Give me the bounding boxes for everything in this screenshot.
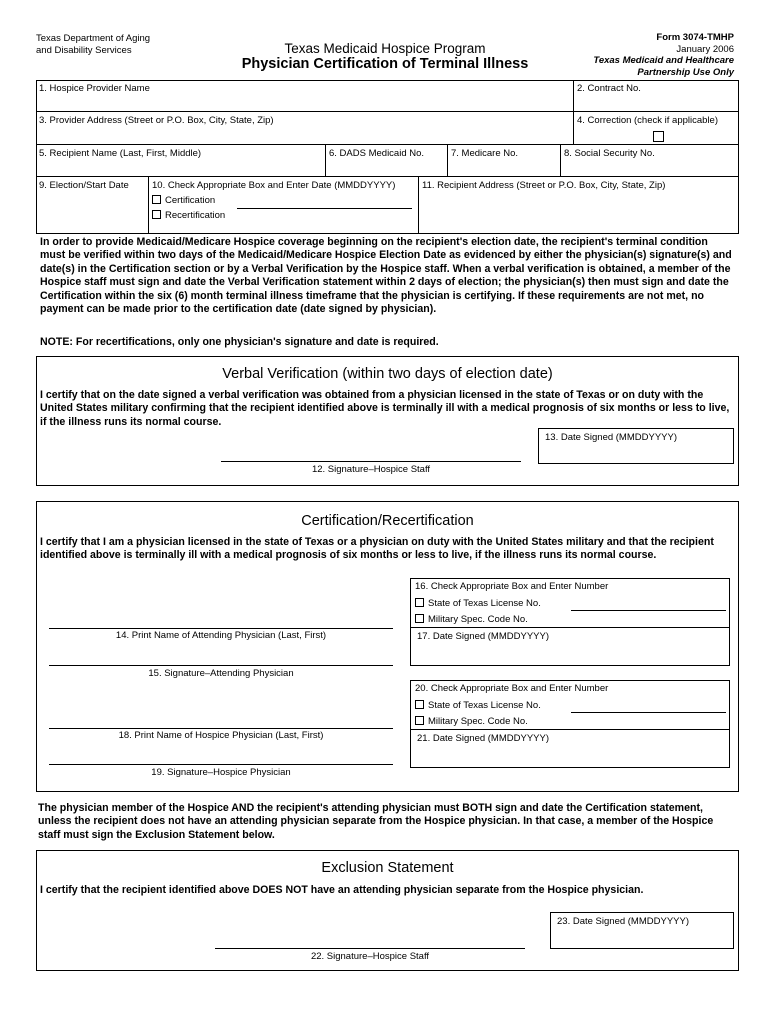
partnership-line1: Texas Medicaid and Healthcare: [593, 55, 734, 66]
date-signed-13-field[interactable]: [538, 428, 734, 464]
f10-recertification-option[interactable]: [152, 210, 418, 221]
verbal-statement: I certify that on the date signed a verbal verification was obtained from a physician licensed in the state of Texas or on duty with the United States military confirming that the recipient identified above is terminally ill with a medical prognosis of six months or less to live, if the illness runs its normal course.: [40, 389, 730, 428]
election-date-field[interactable]: [36, 177, 149, 234]
page-title: Physician Certification of Terminal Illness: [241, 56, 529, 72]
f12-label: 12. Signature–Hospice Staff: [311, 464, 431, 475]
f20-military-checkbox[interactable]: [415, 716, 424, 725]
f8-label: 8. Social Security No.: [564, 148, 655, 159]
attending-license-box: [410, 578, 730, 666]
hospice-license-box: [410, 680, 730, 768]
agency-name: [36, 33, 150, 57]
contract-no-field[interactable]: [574, 80, 739, 111]
verbal-verification-section: [36, 356, 739, 486]
f20-opt1-label: State of Texas License No.: [428, 700, 541, 711]
row-election: [36, 177, 739, 234]
form-date: January 2006: [676, 43, 734, 55]
certification-heading: Certification/Recertification: [301, 513, 474, 529]
exclusion-statement: I certify that the recipient identified above DOES NOT have an attending physician separate from the Hospice physician.: [40, 884, 644, 896]
f16-license-option[interactable]: [415, 598, 541, 609]
f16-divider: [411, 627, 729, 628]
verbal-heading: Verbal Verification (within two days of election date): [222, 366, 553, 382]
f21-label: 21. Date Signed (MMDDYYYY): [417, 733, 549, 744]
certification-section: [36, 501, 739, 792]
f19-label: 19. Signature–Hospice Physician: [151, 767, 291, 778]
f6-label: 6. DADS Medicaid No.: [329, 148, 425, 159]
form-info: [593, 32, 734, 78]
f23-label: 23. Date Signed (MMDDYYYY): [557, 916, 689, 927]
f20-license-line[interactable]: [571, 712, 726, 713]
dads-medicaid-no-field[interactable]: [326, 145, 448, 176]
correction-field: [574, 112, 739, 144]
partnership-line2: Partnership Use Only: [637, 66, 734, 78]
f20-label: 20. Check Appropriate Box and Enter Number: [415, 683, 609, 694]
agency-line2: and Disability Services: [36, 45, 132, 56]
print-name-14-line[interactable]: [49, 628, 393, 629]
f2-label: 2. Contract No.: [577, 83, 641, 94]
recert-note: NOTE: For recertifications, only one physician's signature and date is required.: [40, 336, 439, 348]
f7-label: 7. Medicare No.: [451, 148, 519, 159]
recipient-name-field[interactable]: [36, 145, 326, 176]
certification-statement: I certify that I am a physician licensed in the state of Texas or a physician on duty with the United States military and that the recipient identified above is terminally ill with a medical prognosis of six months or less to live, if the illness runs its normal course.: [40, 536, 714, 562]
f20-divider: [411, 729, 729, 730]
f22-label: 22. Signature–Hospice Staff: [310, 951, 430, 962]
recipient-address-field[interactable]: [419, 177, 739, 234]
f13-label: 13. Date Signed (MMDDYYYY): [545, 432, 677, 443]
f18-label: 18. Print Name of Hospice Physician (Last, First): [118, 730, 324, 741]
certification-checkbox[interactable]: [152, 195, 161, 204]
row-recipient: [36, 145, 739, 177]
f5-label: 5. Recipient Name (Last, First, Middle): [39, 148, 202, 159]
print-name-18-line[interactable]: [49, 728, 393, 729]
f16-license-line[interactable]: [571, 610, 726, 611]
f1-label: 1. Hospice Provider Name: [39, 83, 150, 94]
exclusion-heading: Exclusion Statement: [321, 860, 454, 876]
f15-label: 15. Signature–Attending Physician: [148, 668, 294, 679]
provider-address-field[interactable]: [36, 112, 574, 144]
f10-opt2-label: Recertification: [165, 210, 226, 221]
f16-military-checkbox[interactable]: [415, 614, 424, 623]
both-sign-paragraph: The physician member of the Hospice AND the recipient's attending physician must BOTH sign and date the Certification statement, unless the recipient does not have an attending physician separate from the Hospice physician. In that case, a member of the Hospice staff must sign the Exclusion Statement below.: [38, 802, 714, 841]
row-provider: [36, 80, 739, 112]
agency-line1: Texas Department of Aging: [36, 33, 151, 44]
f20-opt2-label: Military Spec. Code No.: [428, 716, 528, 727]
ssn-field[interactable]: [561, 145, 739, 176]
f10-date-line[interactable]: [237, 208, 412, 209]
row-address: [36, 112, 739, 145]
exclusion-section: [36, 850, 739, 971]
f16-opt1-label: State of Texas License No.: [428, 598, 541, 609]
f10-certification-option[interactable]: [152, 195, 418, 206]
f20-license-checkbox[interactable]: [415, 700, 424, 709]
correction-checkbox[interactable]: [653, 131, 664, 142]
recertification-checkbox[interactable]: [152, 210, 161, 219]
f14-label: 14. Print Name of Attending Physician (Last, First): [115, 630, 327, 641]
f16-military-option[interactable]: [415, 614, 729, 625]
f20-military-option[interactable]: [415, 716, 729, 727]
f9-label: 9. Election/Start Date: [39, 180, 129, 191]
f17-label: 17. Date Signed (MMDDYYYY): [417, 631, 549, 642]
signature-19-line[interactable]: [49, 764, 393, 765]
signature-22-line[interactable]: [215, 948, 525, 949]
f10-opt1-label: Certification: [165, 195, 216, 206]
signature-12-line[interactable]: [221, 461, 521, 462]
f4-label: 4. Correction (check if applicable): [577, 115, 718, 126]
medicare-no-field[interactable]: [448, 145, 561, 176]
program-name: Texas Medicaid Hospice Program: [284, 41, 486, 56]
signature-15-line[interactable]: [49, 665, 393, 666]
f3-label: 3. Provider Address (Street or P.O. Box, City, State, Zip): [39, 115, 274, 126]
f10-label: 10. Check Appropriate Box and Enter Date (MMDDYYYY): [152, 180, 396, 191]
hospice-provider-name-field[interactable]: [36, 80, 574, 111]
f20-license-option[interactable]: [415, 700, 541, 711]
f16-label: 16. Check Appropriate Box and Enter Number: [415, 581, 609, 592]
f16-license-checkbox[interactable]: [415, 598, 424, 607]
f16-opt2-label: Military Spec. Code No.: [428, 614, 528, 625]
f11-label: 11. Recipient Address (Street or P.O. Box, City, State, Zip): [422, 180, 666, 191]
cert-type-field: [149, 177, 419, 234]
form-number: Form 3074-TMHP: [656, 32, 734, 43]
intro-paragraph: In order to provide Medicaid/Medicare Hospice coverage beginning on the recipient's election date, the recipient's terminal condition must be verified within two days of the Medicaid/Medicare Hospice Election Date as evidenced by either the physician(s) signature(s) and date(s) in the Certification section or by a Verbal Verification by the Hospice staff. When a verbal verification is obtained, a member of the Hospice staff must sign and date the Verbal Verification statement within 2 days of election; the physician(s) then must sign and date the Certification within the six (6) month terminal illness timeframe that the physician is certifying. If these requirements are not met, no payment can be made prior to the certification date (date signed by physician).: [40, 236, 732, 316]
date-signed-23-field[interactable]: [550, 912, 734, 949]
